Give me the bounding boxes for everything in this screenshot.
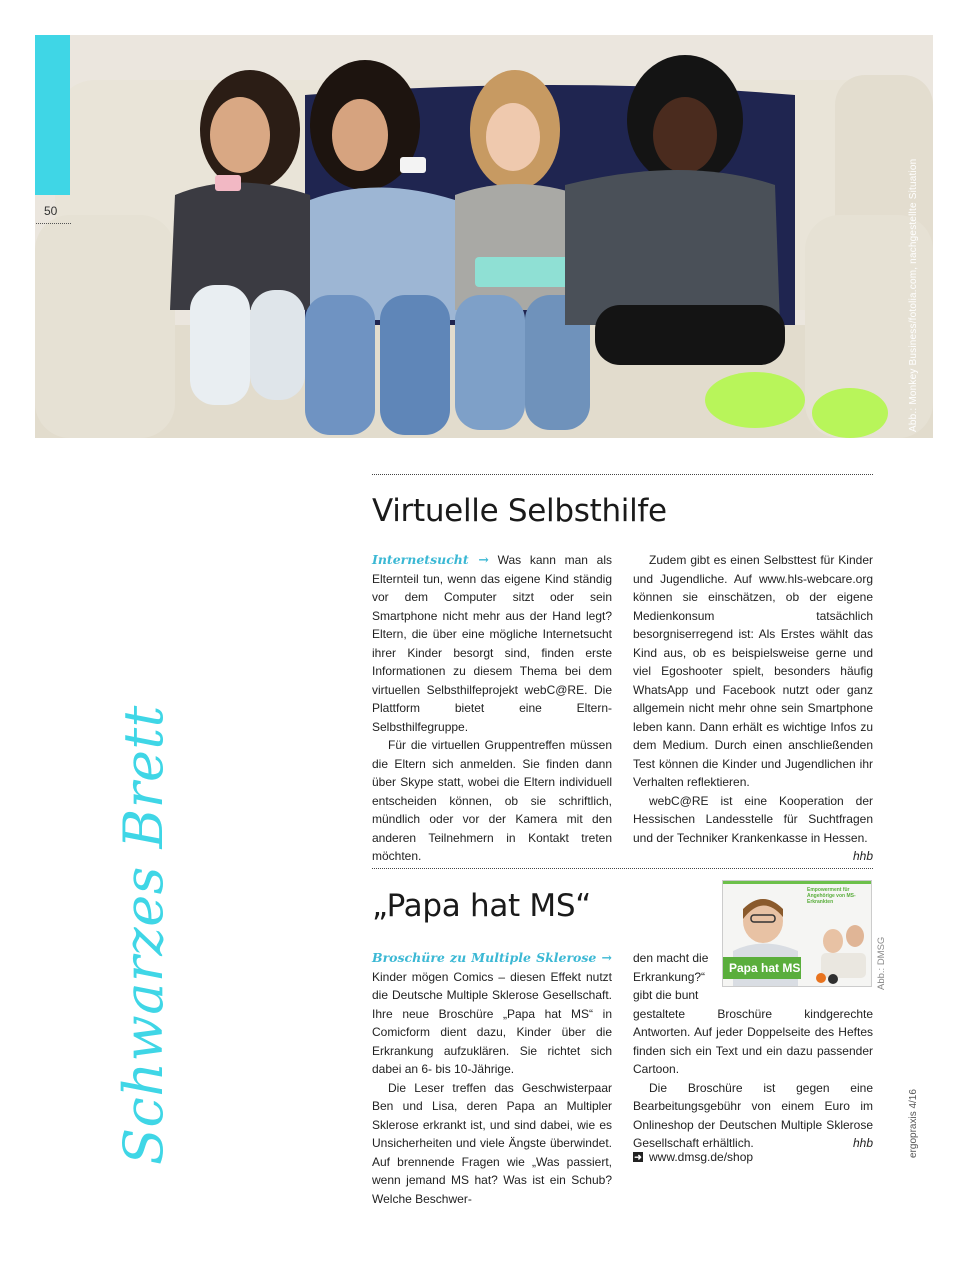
article-lead: Broschüre zu Multiple Sklerose →: [372, 950, 612, 965]
image-credit: Abb.: DMSG: [876, 936, 887, 990]
issue-footer: ergopraxis 4/16: [908, 1089, 919, 1158]
article-divider: [372, 868, 873, 869]
section-title-vertical: Schwarzes Brett: [112, 705, 175, 1165]
shop-link[interactable]: [633, 1150, 753, 1164]
wrapped-lines: den macht die Erkrankung?“ gibt die bunt: [633, 951, 709, 1002]
article-column: [372, 949, 612, 1208]
article-title: Virtuelle Selbsthilfe: [372, 493, 667, 529]
article-column: [372, 551, 612, 866]
author-signature: hhb: [852, 849, 873, 863]
article-lead: Internetsucht →: [372, 552, 489, 567]
article-paragraph: Die Broschüre ist gegen eine Bearbeitungsgebühr von einem Euro im Onlineshop der Deutschen Multiple Sklerose Gesellschaft erhältlich. hhb: [633, 1079, 873, 1153]
article-paragraph: Zudem gibt es einen Selbsttest für Kinder und Jugendliche. Auf www.hls-webcare.org können sie einschätzen, ob der eigene Medienkonsum tatsächlich besorgniserregend ist: Als Erstes wählt das Kind aus, ob es beispielsweise gerne und viel Egoshooter spielt, besonders häufig WhatsApp und Facebook nutzt oder ganz allgemein nicht mehr ohne sein Smartphone leben kann. Dann erhält es wichtige Infos zu dem Medium. Durch einen anschließenden Test können die Kinder und Jugendlichen ihr Verhalten reflektieren.: [633, 553, 873, 789]
article-paragraph: Broschüre zu Multiple Sklerose → Kinder mögen Comics – diesen Effekt nutzt die Deutsche Multiple Sklerose Gesellschaft. Ihre neue Broschüre „Papa hat MS“ in Comicform dient dazu, Kinder über die Erkrankung aufzuklären. Sie richtet sich dabei an 6- bis 10-Jährige.: [372, 950, 612, 1076]
article-divider: [372, 474, 873, 475]
brochure-cover-image: [722, 880, 872, 987]
hero-photo-illustration: [35, 35, 933, 438]
article-paragraph: Für die virtuellen Gruppentreffen müssen die Eltern sich anmelden. Sie finden dann über Skype statt, wobei die Eltern individuell entscheiden können, ob sie schriftlich, mündlich oder vor der Kamera mit den anderen Teilnehmern in Kontakt treten möchten.: [372, 738, 612, 863]
author-signature: hhb: [852, 1136, 873, 1150]
article-paragraph: Die Leser treffen das Geschwisterpaar Ben und Lisa, deren Papa an Multipler Sklerose erkrankt ist, und sind dabei, wie es Unsicherheiten und viele Ängste überwindet. Auf brennende Fragen wie „Was passiert, wenn jemand MS hat? Was ist ein Schub? Welche Beschwer-: [372, 1080, 612, 1206]
page-number-rule: [36, 223, 71, 224]
article-paragraph: webC@RE ist eine Kooperation der Hessischen Landesstelle für Suchtfragen und der Techniker Krankenkasse in Hessen. hhb: [633, 792, 873, 848]
article-column: [633, 551, 873, 866]
arrow-right-icon: ➜: [634, 1152, 642, 1162]
section-accent-bar: [35, 35, 70, 195]
article-paragraph: Internetsucht → Was kann man als Elternteil tun, wenn das eigene Kind ständig vor dem Computer sitzt oder sein Smartphone nicht mehr aus der Hand legt? Eltern, die über eine mögliche Internetsucht ihrer Kinder besorgt sind, finden erste Informationen zu diesem Thema bei dem virtuellen Selbsthilfeprojekt webC@RE. Die Plattform bietet eine Eltern-Selbsthilfegruppe.: [372, 552, 612, 734]
shop-link-text[interactable]: www.dmsg.de/shop: [649, 1150, 754, 1164]
article-paragraph: gestaltete Broschüre kindgerechte Antworten. Auf jeder Doppelseite des Heftes finden sich ein Text und ein dazu passender Cartoon.: [633, 1006, 873, 1076]
photo-credit: Abb.: Monkey Business/fotolia.com, nachgestellte Situation: [908, 158, 919, 432]
brochure-cover-subtitle: Empowerment für Angehörige von MS-Erkrankten: [807, 887, 856, 905]
article-title: „Papa hat MS“: [372, 888, 592, 924]
page-number: 50: [44, 204, 58, 218]
hero-photo: [35, 35, 933, 438]
brochure-cover-title: Papa hat MS: [729, 961, 801, 975]
